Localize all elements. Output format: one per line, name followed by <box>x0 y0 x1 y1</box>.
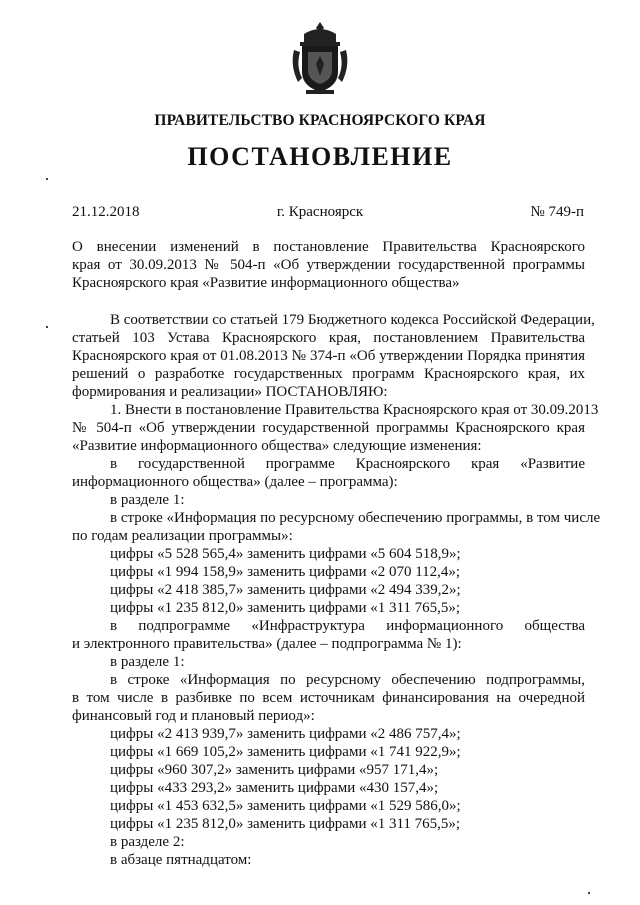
body-line: цифры «1 235 812,0» заменить цифрами «1 311 765,5»; <box>110 816 461 832</box>
coat-of-arms-emblem <box>290 20 350 96</box>
margin-mark <box>46 326 48 328</box>
body-line: в подпрограмме «Инфраструктура информационного общества <box>110 618 585 634</box>
body-line: В соответствии со статьей 179 Бюджетного кодекса Российской Федерации, <box>110 312 595 328</box>
body-line: в абзаце пятнадцатом: <box>110 852 252 868</box>
margin-mark <box>46 178 48 180</box>
body-line: информационного общества» (далее – программа): <box>72 474 398 490</box>
document-date: 21.12.2018 <box>72 204 140 220</box>
document-type-title: ПОСТАНОВЛЕНИЕ <box>187 142 453 171</box>
subject-line: края от 30.09.2013 № 504-п «Об утверждении государственной программы <box>72 257 585 273</box>
body-line: финансовый год и плановый период»: <box>72 708 315 724</box>
body-line: в строке «Информация по ресурсному обеспечению подпрограммы, <box>110 672 585 688</box>
body-line: Красноярского края от 01.08.2013 № 374-п «Об утверждении Порядка принятия <box>72 348 585 364</box>
body-line: цифры «2 418 385,7» заменить цифрами «2 494 339,2»; <box>110 582 461 598</box>
body-line: цифры «1 235 812,0» заменить цифрами «1 311 765,5»; <box>110 600 461 616</box>
body-line: цифры «1 994 158,9» заменить цифрами «2 070 112,4»; <box>110 564 461 580</box>
body-line: в государственной программе Красноярского края «Развитие <box>110 456 585 472</box>
document-number: № 749-п <box>530 204 584 220</box>
body-line: решений о разработке государственных программ Красноярского края, их <box>72 366 585 382</box>
body-line: в строке «Информация по ресурсному обеспечению программы, в том числе <box>110 510 601 526</box>
body-line: цифры «2 413 939,7» заменить цифрами «2 486 757,4»; <box>110 726 461 742</box>
body-line: в том числе в разбивке по всем источникам финансирования на очередной <box>72 690 585 706</box>
body-line: по годам реализации программы»: <box>72 528 293 544</box>
subject-line: О внесении изменений в постановление Правительства Красноярского <box>72 239 585 255</box>
subject-line: Красноярского края «Развитие информационного общества» <box>72 275 460 291</box>
body-line: цифры «433 293,2» заменить цифрами «430 157,4»; <box>110 780 439 796</box>
document-city: г. Красноярск <box>276 204 364 220</box>
body-line: формирования и реализации» ПОСТАНОВЛЯЮ: <box>72 384 388 400</box>
body-line: в разделе 1: <box>110 492 185 508</box>
body-line: № 504-п «Об утверждении государственной программы Красноярского края <box>72 420 585 436</box>
body-line: цифры «960 307,2» заменить цифрами «957 171,4»; <box>110 762 439 778</box>
issuing-authority: ПРАВИТЕЛЬСТВО КРАСНОЯРСКОГО КРАЯ <box>154 112 486 129</box>
body-line: в разделе 2: <box>110 834 185 850</box>
body-line: цифры «1 669 105,2» заменить цифрами «1 741 922,9»; <box>110 744 461 760</box>
body-line: цифры «5 528 565,4» заменить цифрами «5 604 518,9»; <box>110 546 461 562</box>
body-line: в разделе 1: <box>110 654 185 670</box>
body-line: статьей 103 Устава Красноярского края, постановлением Правительства <box>72 330 585 346</box>
margin-mark <box>588 892 590 894</box>
body-line: цифры «1 453 632,5» заменить цифрами «1 529 586,0»; <box>110 798 461 814</box>
body-line: «Развитие информационного общества» следующие изменения: <box>72 438 482 454</box>
body-line: и электронного правительства» (далее – подпрограмма № 1): <box>72 636 462 652</box>
body-line: 1. Внести в постановление Правительства Красноярского края от 30.09.2013 <box>110 402 599 418</box>
